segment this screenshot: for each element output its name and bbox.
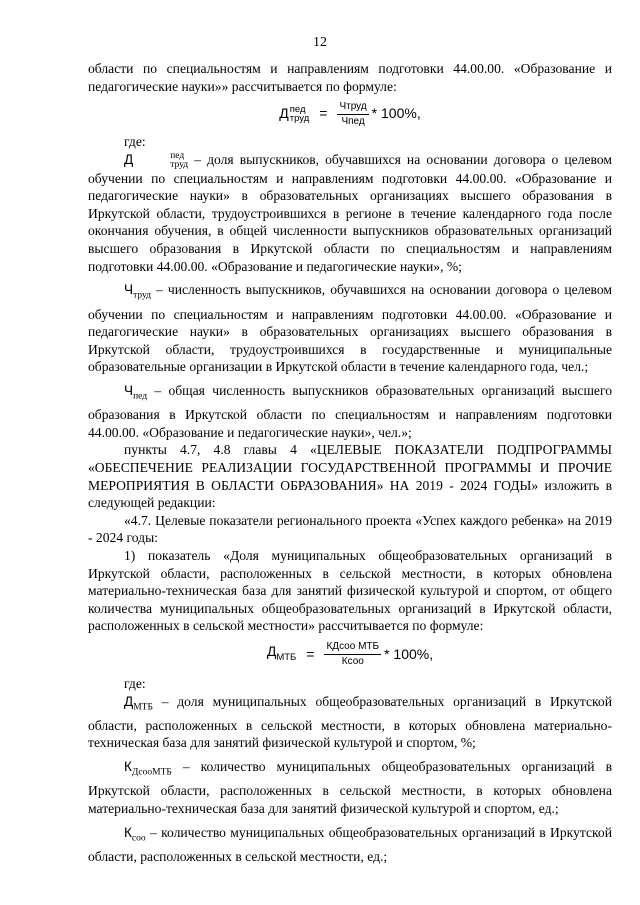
- definition-k-soo: $К_{соо}$ – количество муниципальных общеобразовательных организаций в Иркутской области, расположенных в сельской местности, ед.;: [88, 824, 612, 864]
- formula2-multiplier: * 100%,: [384, 646, 434, 663]
- formula1-fraction: $\frac{\text{Чтруд}}{\text{Чпед}}$: [339, 100, 367, 127]
- definition-k-dsoo-mtb: $К_{ДсооМТБ}$ – количество муниципальных общеобразовательных организаций в Иркутской области, расположенных в сельской местности, в которых обновлена материально-техническая база для занятий физической культурой и спортом, ед.;: [88, 759, 612, 816]
- formula-mtb-share: [88, 635, 612, 675]
- formula1-equals: =: [319, 105, 328, 122]
- definition-d-mtb: $Д_{МТБ}$ – доля муниципальных общеобразовательных организаций в Иркутской области, расположенных в сельской местности, в которых обновлена материально-техническая база для занятий физической культурой и спортом, %;: [88, 693, 612, 751]
- paragraph-intro: области по специальностям и направлениям подготовки 44.00.00. «Образование и педагогические науки»» рассчитывается по формуле:: [88, 61, 612, 94]
- formula1-multiplier: * 100%,: [371, 105, 421, 122]
- formula-employment-share: [88, 95, 612, 133]
- page-number: 12: [313, 35, 327, 50]
- formula2-equals: =: [306, 646, 315, 663]
- where-label-1: где:: [124, 134, 146, 150]
- formula1-lhs: Д пед труд: [279, 104, 310, 125]
- formula2-lhs: $Д_{МТБ}$: [266, 643, 297, 664]
- paragraph-points-47-48: пункты 4.7, 4.8 главы 4 «ЦЕЛЕВЫЕ ПОКАЗАТЕЛИ ПОДПРОГРАММЫ «ОБЕСПЕЧЕНИЕ РЕАЛИЗАЦИИ ГОСУДАРСТВЕННОЙ ПРОГРАММЫ И ПРОЧИЕ МЕРОПРИЯТИЯ В ОБЛАСТИ ОБРАЗОВАНИЯ» НА 2019 - 2024 ГОДЫ» изложить в следующей редакции:: [88, 442, 612, 511]
- document-body: [88, 60, 612, 865]
- definition-ch-trud: $Ч_{труд}$ – численность выпускников, обучавшихся на основании договора о целевом обучении по специальностям и направлениям подготовки 44.00.00. «Образование и педагогические науки» в образовательных организациях высшего образования в Иркутской области, трудоустроившихся в государственные и муниципальные образовательные организации в Иркутской области в течение календарного года, чел.;: [88, 282, 612, 375]
- paragraph-indicator-1: 1) показатель «Доля муниципальных общеобразовательных организаций в Иркутской области, расположенных в сельской местности, в которых обновлена материально-техническая база для занятий физической культурой и спортом, от общего количества муниципальных общеобразовательных организаций в Иркутской области, расположенных в сельской местности» рассчитывается по формуле:: [88, 547, 612, 634]
- definition-d-trud: Д пед труд – доля выпускников, обучавшихся на основании договора о целевом обучении по специальностям и направлениям подготовки 44.00.00. «Образование и педагогические науки» в образовательных организациях высшего образования в Иркутской области, трудоустроившихся в регионе в течение календарного года после окончания обучения, в общей численности выпускников образовательных организаций высшего образования в Иркутской области по специальностям и направлениям подготовки 44.00.00. «Образование и педагогические науки», %;: [88, 150, 612, 274]
- formula2-fraction: $\frac{\text{КДсоо МТБ}}{\text{Ксоо}}$: [326, 641, 380, 668]
- definition-ch-ped: $Ч_{пед}$ – общая численность выпускников образовательных организаций высшего образования в Иркутской области по специальностям и направлениям подготовки 44.00.00. «Образование и педагогические науки», чел.»;: [88, 382, 612, 440]
- where-label-2: где:: [124, 675, 146, 691]
- paragraph-4-7: «4.7. Целевые показатели регионального проекта «Успех каждого ребенка» на 2019 - 2024 годы:: [88, 512, 612, 546]
